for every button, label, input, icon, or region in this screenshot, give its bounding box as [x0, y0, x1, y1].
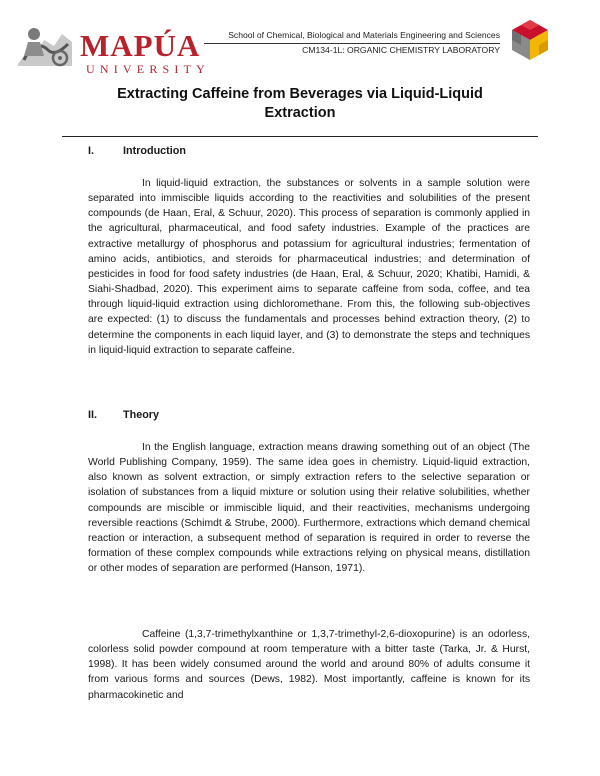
theory-paragraph: In the English language, extraction means drawing something out of an object (The World Publishing Company, 1959). The same idea goes in chemistry. Liquid-liquid extraction, also known as solvent extraction, or simply extraction refers to the selective separation or isolation of substances from a liquid mixture or solution using their relative solubilities, whether compounds are miscible or immiscible liquid, and their reactivities, mechanisms undergoing reversible reactions (Schimdt & Strube, 2000). Furthermore, extractions which demand chemical reaction or interaction, a subsequent method of separation is required in order to reverse the formation of these complex compounds while extractions relying on physical means, distillation or other modes of separation are performed (Hanson, 1971).	[88, 442, 530, 575]
seal-icon	[14, 20, 76, 72]
document-title: Extracting Caffeine from Beverages via Liquid-Liquid Extraction	[117, 86, 483, 121]
header-divider	[204, 43, 500, 44]
logo-subtext: UNIVERSITY	[86, 62, 210, 76]
department-cube-icon	[506, 16, 554, 64]
section-title-theory: Theory	[123, 409, 159, 421]
section-number: I.	[88, 145, 94, 157]
page-header	[0, 0, 600, 80]
introduction-paragraph: In liquid-liquid extraction, the substances or solvents in a sample solution were separated into immiscible liquids according to the reactivities and solubilities of the present compounds (de Haan, Eral, & Schuur, 2020). This process of separation is commonly applied in the agricultural, pharmaceutical, and food safety industries. Example of the practices are extractive metallurgy of phosphorus and potassium for agricultural industries; fermentation of amino acids, antibiotics, and steroids for pharmaceutical industries; and determination of pesticides in food for food safety industries (de Haan, Eral, & Schuur, 2020; Khatibi, Hamidi, & Siahi-Shadbad, 2020). This experiment aims to separate caffeine from soda, coffee, and tea through liquid-liquid extraction using dichloromethane. From this, the following sub-objectives are expected: (1) to discuss the fundamentals and processes behind extraction theory, (2) to determine the components in each liquid layer, and (3) to demonstrate the steps and techniques in liquid-liquid extraction to separate caffeine.	[88, 178, 530, 356]
theory-paragraph: Caffeine (1,3,7-trimethylxanthine or 1,3,7-trimethyl-2,6-dioxopurine) is an odorless, colorless solid powder compound at room temperature with a bitter taste (Tarka, Jr. & Hurst, 1998). It has been widely consumed around the world and around 80% of adults consume it from various forms and sources (Dews, 1982). Most importantly, caffeine is known for its pharmacokinetic and	[88, 629, 530, 701]
title-rule	[62, 136, 538, 137]
university-logo	[14, 14, 210, 76]
section-number: II.	[88, 409, 97, 421]
school-name: School of Chemical, Biological and Materials Engineering and Sciences	[228, 30, 500, 40]
course-code: CM134-1L: ORGANIC CHEMISTRY LABORATORY	[302, 45, 500, 55]
section-title-introduction: Introduction	[123, 145, 186, 157]
logo-wordmark: MAPÚA	[80, 28, 201, 63]
